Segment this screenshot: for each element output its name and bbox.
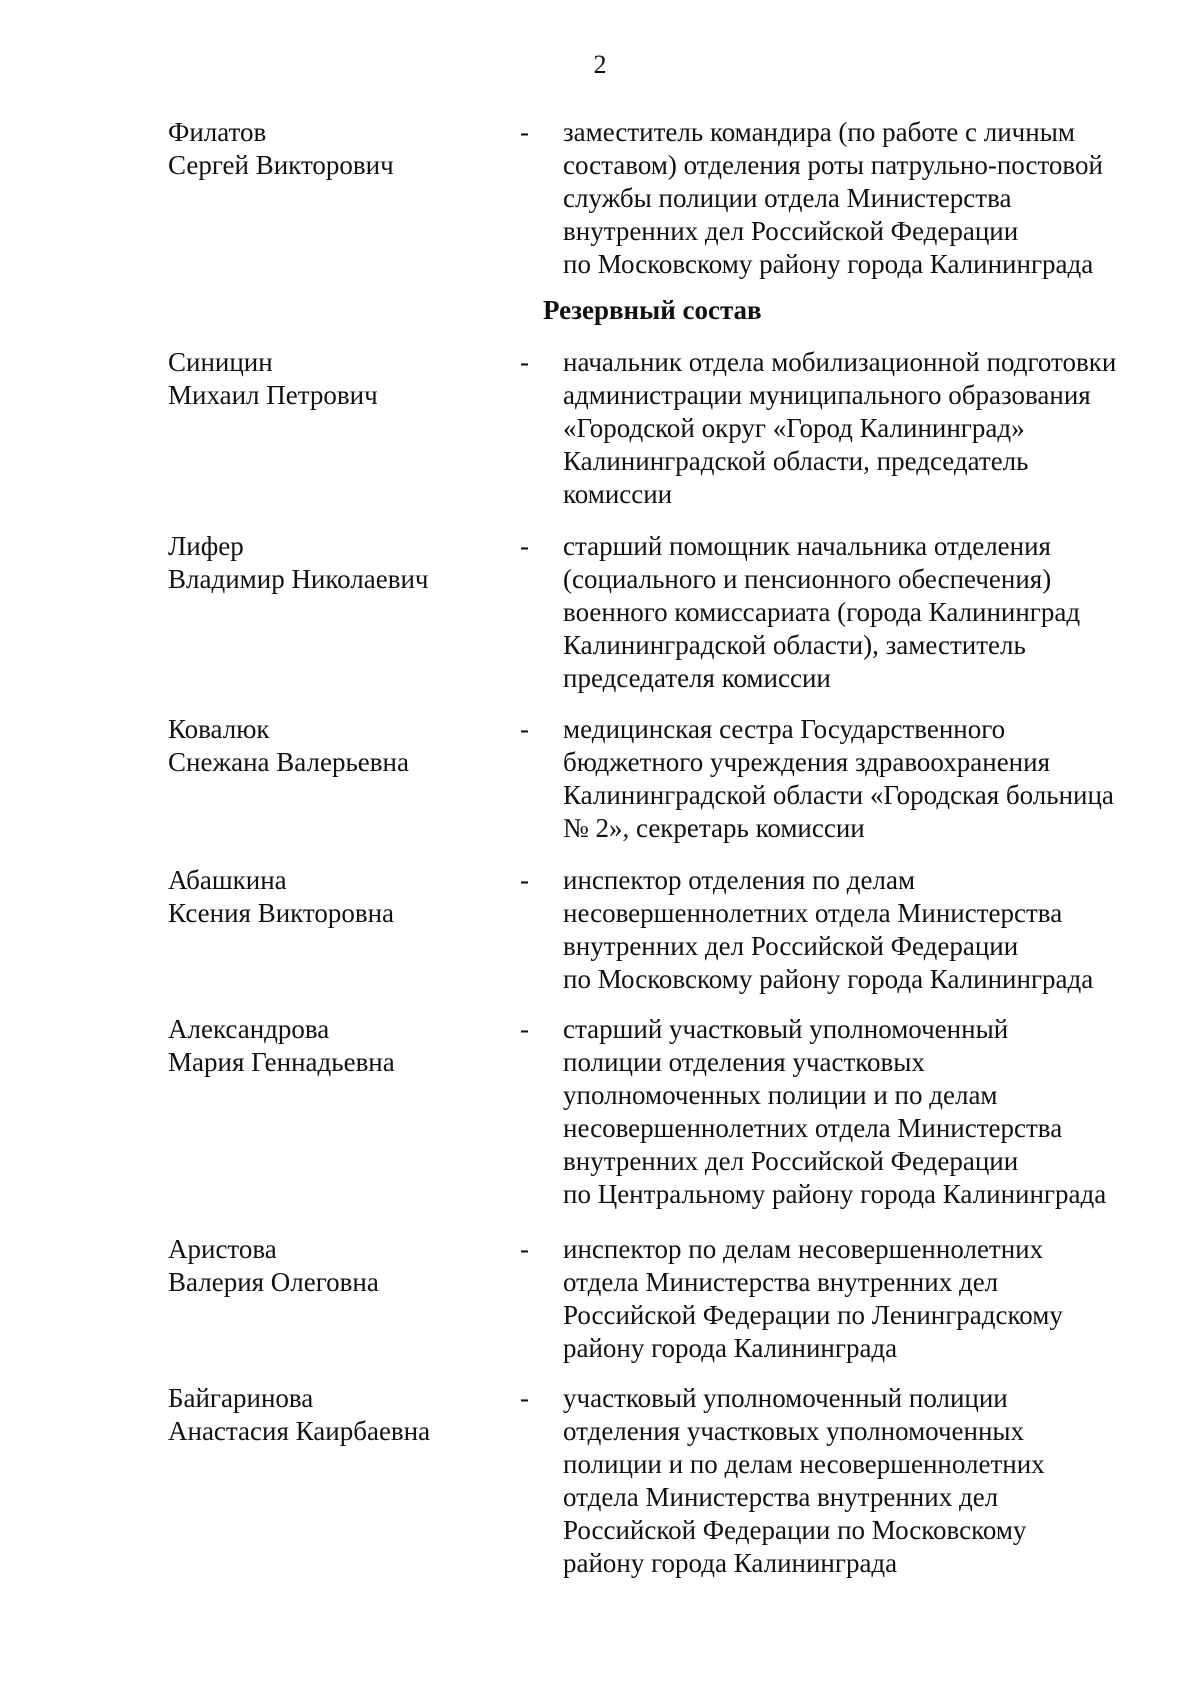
member-position xyxy=(563,1233,1150,1365)
member-surname: Ковалюк xyxy=(168,714,270,744)
position-line: отделения участковых уполномоченных xyxy=(563,1416,1025,1446)
member-position xyxy=(563,530,1150,695)
position-line: администрации муниципального образования xyxy=(563,380,1091,410)
entry-dash: - xyxy=(520,1383,529,1413)
member-name xyxy=(168,530,508,596)
position-line: внутренних дел Российской Федерации xyxy=(563,931,1019,961)
member-name xyxy=(168,1233,508,1299)
member-name xyxy=(168,116,508,182)
entry-dash: - xyxy=(520,347,529,377)
member-position xyxy=(563,864,1150,996)
page-number: 2 xyxy=(593,50,607,79)
position-line: № 2», секретарь комиссии xyxy=(563,813,865,843)
position-line: несовершеннолетних отдела Министерства xyxy=(563,898,1063,928)
position-line: заместитель командира (по работе с личным xyxy=(563,117,1075,147)
member-given-names: Валерия Олеговна xyxy=(168,1267,379,1297)
position-line: по Московскому району города Калининграда xyxy=(563,249,1094,279)
position-line: «Городской округ «Город Калининград» xyxy=(563,413,1025,443)
member-position xyxy=(563,346,1150,511)
position-line: району города Калининграда xyxy=(563,1548,898,1578)
member-name xyxy=(168,346,508,412)
position-line: Российской Федерации по Московскому xyxy=(563,1515,1027,1545)
position-line: по Центральному району города Калининграда xyxy=(563,1179,1107,1209)
position-line: по Московскому району города Калининграда xyxy=(563,964,1094,994)
position-line: военного комиссариата (города Калининград xyxy=(563,597,1081,627)
member-given-names: Владимир Николаевич xyxy=(168,564,429,594)
entry-dash: - xyxy=(520,117,529,147)
position-line: председателя комиссии xyxy=(563,663,831,693)
member-given-names: Мария Геннадьевна xyxy=(168,1047,395,1077)
position-line: Российской Федерации по Ленинградскому xyxy=(563,1300,1063,1330)
member-surname: Александрова xyxy=(168,1014,330,1044)
position-line: инспектор отделения по делам xyxy=(563,865,916,895)
member-surname: Байгаринова xyxy=(168,1383,314,1413)
position-line: Калининградской области), заместитель xyxy=(563,630,1026,660)
member-given-names: Сергей Викторович xyxy=(168,150,394,180)
position-line: несовершеннолетних отдела Министерства xyxy=(563,1113,1063,1143)
position-line: уполномоченных полиции и по делам xyxy=(563,1080,998,1110)
member-position xyxy=(563,1382,1150,1580)
member-surname: Синицин xyxy=(168,347,273,377)
position-line: участковый уполномоченный полиции xyxy=(563,1383,1008,1413)
member-position xyxy=(563,713,1150,845)
entry-dash: - xyxy=(520,714,529,744)
position-line: Калининградской области «Городская больница xyxy=(563,780,1114,810)
member-name xyxy=(168,1382,508,1448)
member-given-names: Ксения Викторовна xyxy=(168,898,395,928)
member-surname: Филатов xyxy=(168,117,267,147)
entry-dash: - xyxy=(520,531,529,561)
position-line: внутренних дел Российской Федерации xyxy=(563,1146,1019,1176)
member-name xyxy=(168,713,508,779)
member-position xyxy=(563,116,1150,281)
position-line: отдела Министерства внутренних дел xyxy=(563,1267,999,1297)
member-name xyxy=(168,864,508,930)
position-line: начальник отдела мобилизационной подготовки xyxy=(563,347,1117,377)
entry-dash: - xyxy=(520,865,529,895)
position-line: Калининградской области, председатель xyxy=(563,446,1029,476)
entry-dash: - xyxy=(520,1234,529,1264)
position-line: району города Калининграда xyxy=(563,1333,898,1363)
member-surname: Аристова xyxy=(168,1234,277,1264)
position-line: внутренних дел Российской Федерации xyxy=(563,216,1019,246)
member-given-names: Михаил Петрович xyxy=(168,380,378,410)
position-line: старший участковый уполномоченный xyxy=(563,1014,1009,1044)
position-line: отдела Министерства внутренних дел xyxy=(563,1482,999,1512)
position-line: службы полиции отдела Министерства xyxy=(563,183,1012,213)
position-line: (социального и пенсионного обеспечения) xyxy=(563,564,1052,594)
member-surname: Лифер xyxy=(168,531,244,561)
position-line: составом) отделения роты патрульно-постовой xyxy=(563,150,1103,180)
member-surname: Абашкина xyxy=(168,865,287,895)
position-line: полиции и по делам несовершеннолетних xyxy=(563,1449,1045,1479)
member-name xyxy=(168,1013,508,1079)
member-given-names: Анастасия Каирбаевна xyxy=(168,1416,431,1446)
position-line: комиссии xyxy=(563,479,673,509)
section-heading-reserve: Резервный состав xyxy=(543,295,762,325)
position-line: полиции отделения участковых xyxy=(563,1047,925,1077)
position-line: бюджетного учреждения здравоохранения xyxy=(563,747,1050,777)
entry-dash: - xyxy=(520,1014,529,1044)
position-line: медицинская сестра Государственного xyxy=(563,714,1006,744)
member-given-names: Снежана Валерьевна xyxy=(168,747,409,777)
position-line: старший помощник начальника отделения xyxy=(563,531,1051,561)
position-line: инспектор по делам несовершеннолетних xyxy=(563,1234,1044,1264)
member-position xyxy=(563,1013,1150,1211)
